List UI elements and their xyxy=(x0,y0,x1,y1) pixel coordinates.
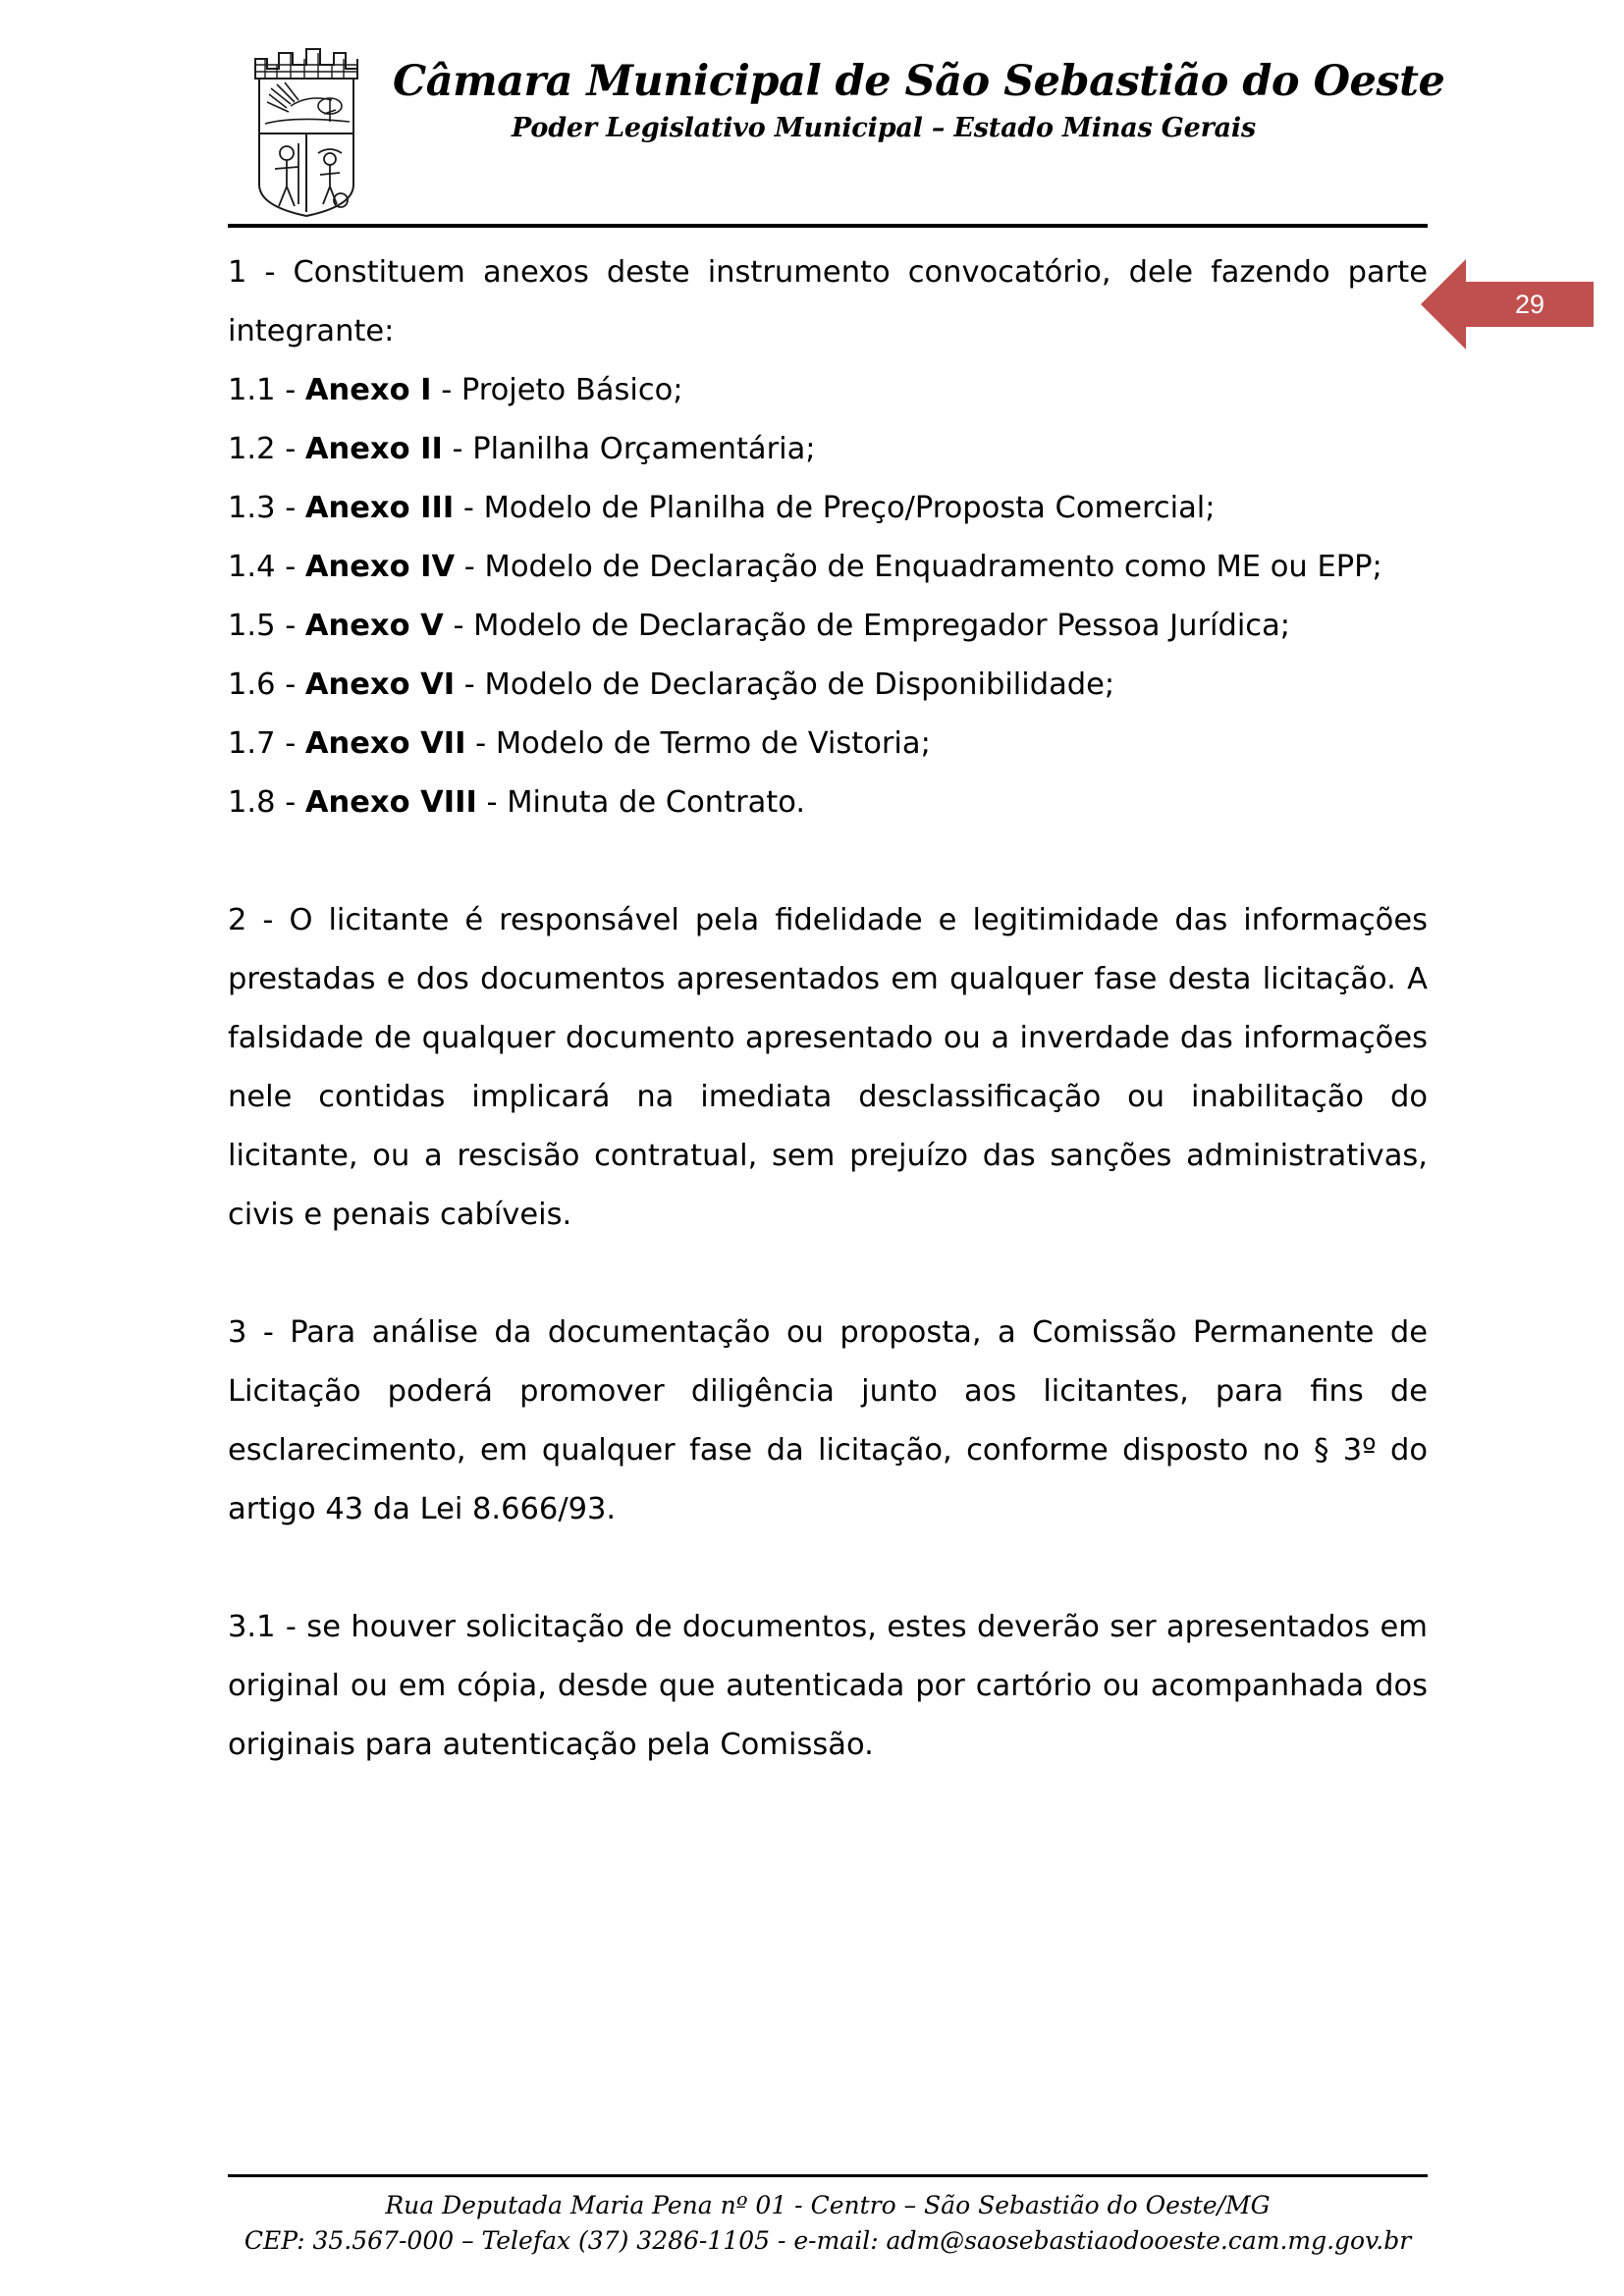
paragraph-1: 1 - Constituem anexos deste instrumento convocatório, dele fazendo parte integrante: xyxy=(228,255,1428,348)
item-description: - Projeto Básico; xyxy=(431,373,683,407)
item-anexo-label: Anexo VII xyxy=(304,726,466,761)
list-item-anexo-8 xyxy=(228,774,1428,832)
footer-divider xyxy=(228,2174,1428,2177)
item-number: 1.4 - xyxy=(228,550,305,584)
document-footer xyxy=(228,2174,1428,2259)
item-description: - Modelo de Termo de Vistoria; xyxy=(465,726,931,761)
list-item-anexo-6 xyxy=(228,656,1428,715)
item-number: 1.5 - xyxy=(228,609,305,643)
item-number: 1.3 - xyxy=(228,491,305,525)
organization-title: Câmara Municipal de São Sebastião do Oeste xyxy=(393,57,1445,106)
item-description: - Modelo de Declaração de Empregador Pessoa Jurídica; xyxy=(443,609,1291,643)
paragraph-3-1: 3.1 - se houver solicitação de documentos, estes deverão ser apresentados em original ou em cópia, desde que autenticada por cartório ou acompanhada dos originais para autenticação pela Comissão. xyxy=(228,1610,1428,1762)
list-item-anexo-1 xyxy=(228,361,1428,420)
item-number: 1.6 - xyxy=(228,667,305,702)
item-description: - Minuta de Contrato. xyxy=(476,785,806,820)
item-description: - Modelo de Declaração de Disponibilidade; xyxy=(455,667,1115,702)
paragraph-2: 2 - O licitante é responsável pela fidelidade e legitimidade das informações prestadas e dos documentos apresentados em qualquer fase desta licitação. A falsidade de qualquer documento apresentado ou a inverdade das informações nele contidas implicará na imediata desclassificação ou inabilitação do licitante, ou a rescisão contratual, sem prejuízo das sanções administrativas, civis e penais cabíveis. xyxy=(228,903,1428,1232)
document-header xyxy=(0,0,1624,228)
item-number: 1.1 - xyxy=(228,373,305,407)
page-number-arrow-marker xyxy=(1421,253,1594,355)
document-body xyxy=(228,243,1428,1775)
list-item-anexo-7 xyxy=(228,715,1428,774)
item-description: - Modelo de Declaração de Enquadramento como ME ou EPP; xyxy=(455,550,1382,584)
footer-address: Rua Deputada Maria Pena nº 01 - Centro – São Sebastião do Oeste/MG xyxy=(385,2191,1271,2219)
footer-contact: CEP: 35.567-000 – Telefax (37) 3286-1105 - e-mail: adm@saosebastiaodooeste.cam.mg.gov.br xyxy=(244,2226,1412,2255)
item-number: 1.2 - xyxy=(228,432,305,466)
item-anexo-label: Anexo V xyxy=(304,609,444,643)
paragraph-spacer xyxy=(228,832,1428,891)
item-number: 1.7 - xyxy=(228,726,305,761)
coat-of-arms-icon xyxy=(247,37,365,219)
item-number: 1.8 - xyxy=(228,785,305,820)
list-item-anexo-2 xyxy=(228,420,1428,479)
header-divider xyxy=(228,224,1428,228)
item-anexo-label: Anexo VI xyxy=(304,667,456,702)
page-number-label: 29 xyxy=(1514,289,1545,319)
paragraph-spacer xyxy=(228,1245,1428,1304)
item-description: - Modelo de Planilha de Preço/Proposta Comercial; xyxy=(454,491,1216,525)
item-anexo-label: Anexo I xyxy=(304,373,432,407)
item-anexo-label: Anexo II xyxy=(304,432,443,466)
item-anexo-label: Anexo IV xyxy=(304,550,456,584)
organization-subtitle: Poder Legislativo Municipal – Estado Minas Gerais xyxy=(512,113,1256,144)
list-item-anexo-3 xyxy=(228,479,1428,538)
list-item-anexo-4 xyxy=(228,538,1428,597)
item-anexo-label: Anexo VIII xyxy=(304,785,477,820)
paragraph-3: 3 - Para análise da documentação ou proposta, a Comissão Permanente de Licitação poderá promover diligência junto aos licitantes, para fins de esclarecimento, em qualquer fase da licitação, conforme disposto no § 3º do artigo 43 da Lei 8.666/93. xyxy=(228,1315,1428,1526)
item-description: - Planilha Orçamentária; xyxy=(442,432,816,466)
paragraph-spacer xyxy=(228,1539,1428,1598)
item-anexo-label: Anexo III xyxy=(304,491,455,525)
header-title-block xyxy=(393,57,1445,144)
list-item-anexo-5 xyxy=(228,597,1428,656)
